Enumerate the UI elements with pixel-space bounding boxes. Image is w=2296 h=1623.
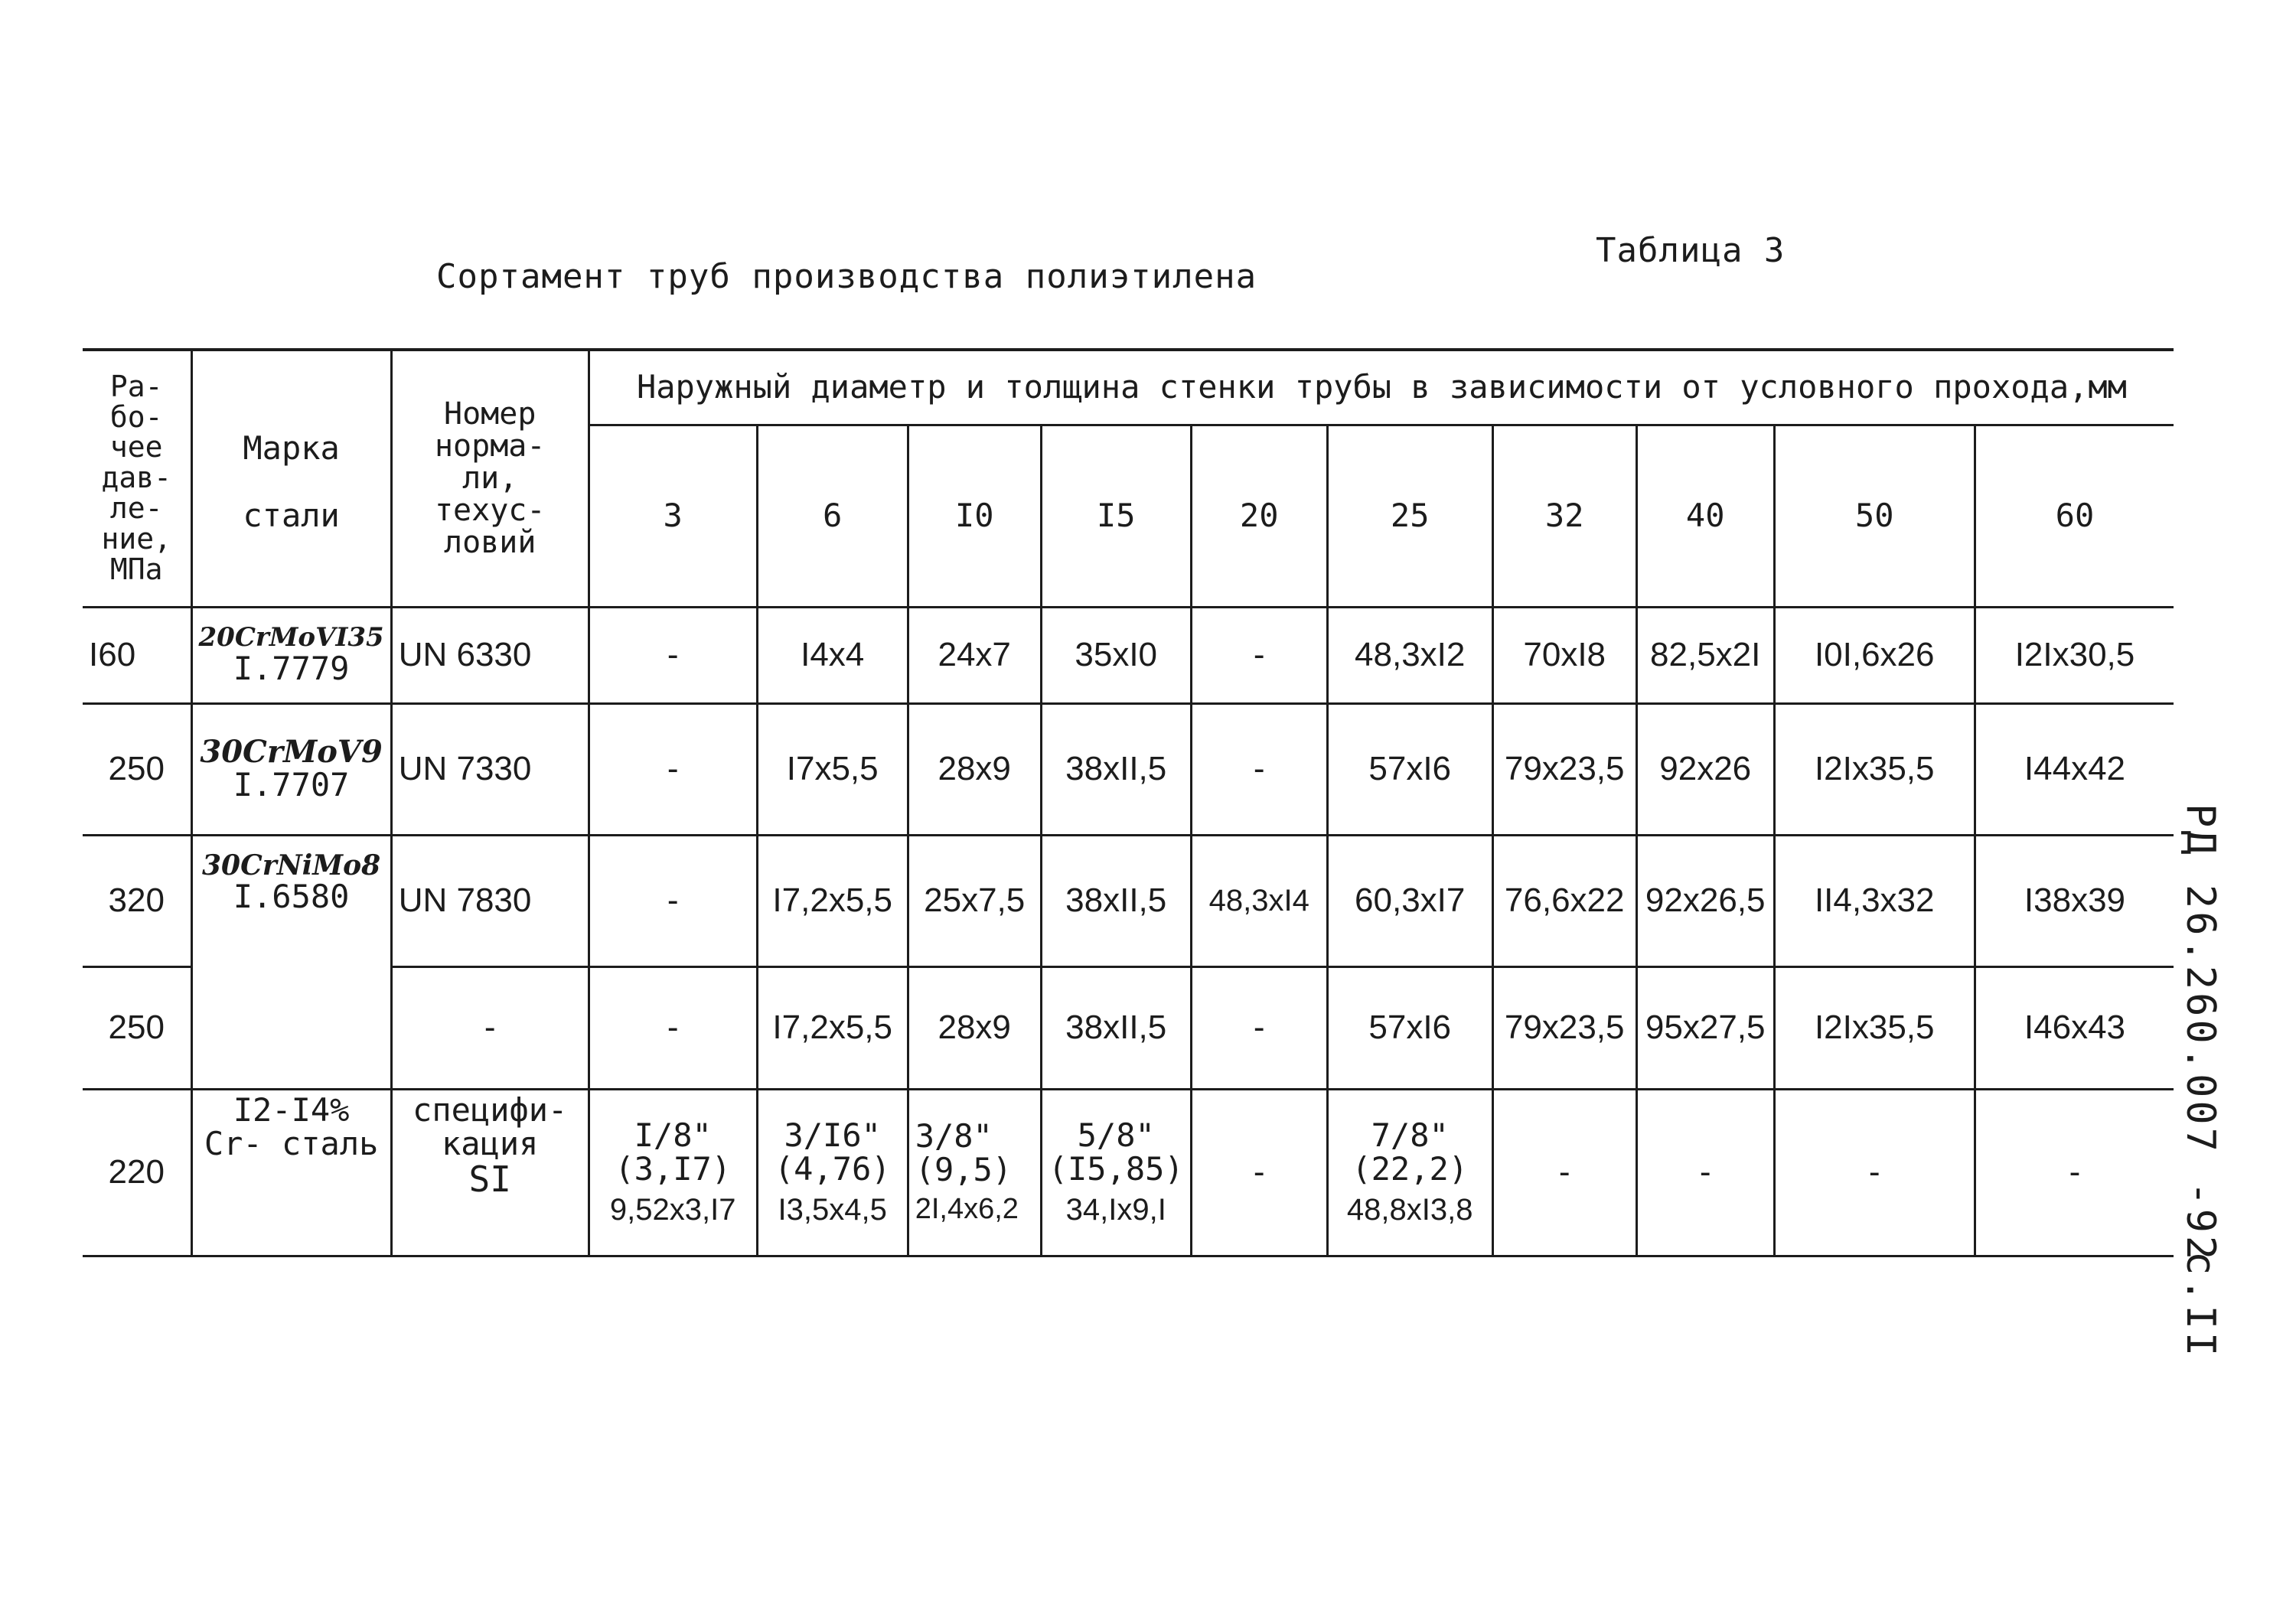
size-cell: 92x26 [1636, 703, 1774, 835]
conditional-pass-10: I0 [908, 425, 1041, 607]
size-cell: 28x9 [908, 703, 1041, 835]
size-cell: I2Ix35,5 [1774, 966, 1975, 1089]
page-number: с.II [2177, 1251, 2223, 1360]
conditional-pass-40: 40 [1636, 425, 1774, 607]
header-row-top [83, 350, 2174, 425]
conditional-pass-32: 32 [1492, 425, 1636, 607]
size-cell: 60,3xI7 [1327, 835, 1492, 966]
norm-cell [391, 1089, 589, 1256]
conditional-pass-6: 6 [757, 425, 908, 607]
size-cell: I4x4 [757, 607, 908, 703]
size-cell: 48,3xI4 [1191, 835, 1327, 966]
size-cell: I2Ix30,5 [1975, 607, 2174, 703]
inch-value: 5/8" [1077, 1116, 1155, 1154]
pressure-cell: 250 [83, 703, 191, 835]
table-row [83, 607, 2174, 703]
mm-value: (3,I7) [615, 1150, 732, 1188]
pressure-cell: 320 [83, 835, 191, 966]
header-pressure: Ра- бо- чее дав- ле- ние, МПа [83, 350, 191, 607]
steel-cell [191, 607, 391, 703]
mm-value: (9,5) [915, 1151, 1013, 1189]
mm-value: (4,76) [774, 1150, 891, 1188]
size-cell: I38x39 [1975, 835, 2174, 966]
size-cell: 79x23,5 [1492, 703, 1636, 835]
steel-number: I.7779 [233, 649, 350, 687]
size-value: 9,52x3,I7 [609, 1193, 736, 1227]
inch-size-cell [589, 1089, 757, 1256]
conditional-pass-20: 20 [1191, 425, 1327, 607]
size-cell: 35xI0 [1041, 607, 1191, 703]
size-cell: I0I,6x26 [1774, 607, 1975, 703]
conditional-pass-15: I5 [1041, 425, 1191, 607]
table-row [83, 966, 2174, 1089]
size-cell: II4,3x32 [1774, 835, 1975, 966]
size-cell: - [1975, 1089, 2174, 1256]
inch-size-cell [757, 1089, 908, 1256]
size-cell: 48,3xI2 [1327, 607, 1492, 703]
steel-mark: 20CrMoVI35 [198, 622, 384, 653]
steel-cell [191, 703, 391, 835]
size-cell: 70xI8 [1492, 607, 1636, 703]
size-cell: - [589, 703, 757, 835]
steel-number: I.6580 [233, 878, 350, 916]
size-cell: - [1191, 607, 1327, 703]
norm-cell: - [391, 966, 589, 1089]
inch-size-cell [908, 1089, 1041, 1256]
steel-cell [191, 1089, 391, 1256]
conditional-pass-25: 25 [1327, 425, 1492, 607]
mm-value: (22,2) [1352, 1150, 1469, 1188]
size-cell: - [1774, 1089, 1975, 1256]
size-cell: I46x43 [1975, 966, 2174, 1089]
size-cell: 79x23,5 [1492, 966, 1636, 1089]
mm-value: (I5,85) [1048, 1150, 1184, 1188]
norm-cell: UN 7830 [391, 835, 589, 966]
conditional-pass-50: 50 [1774, 425, 1975, 607]
inch-value: 7/8" [1371, 1116, 1449, 1154]
size-cell: - [1492, 1089, 1636, 1256]
size-cell: - [1191, 1089, 1327, 1256]
size-cell: 38xII,5 [1041, 966, 1191, 1089]
inch-size-cell [1327, 1089, 1492, 1256]
pressure-cell: I60 [83, 607, 191, 703]
size-cell: 25x7,5 [908, 835, 1041, 966]
size-cell: I2Ix35,5 [1774, 703, 1975, 835]
size-value: I3,5x4,5 [778, 1193, 887, 1227]
size-cell: 82,5x2I [1636, 607, 1774, 703]
steel-cell [191, 835, 391, 1089]
steel-mark-line: Cr- сталь [204, 1124, 379, 1162]
norm-cell: UN 6330 [391, 607, 589, 703]
table-number-label: Таблица 3 [1596, 231, 1786, 270]
conditional-pass-3: 3 [589, 425, 757, 607]
header-diameter-group: Наружный диаметр и толщина стенки трубы в зависимости от условного прохода,мм [589, 350, 2174, 425]
pressure-cell: 250 [83, 966, 191, 1089]
header-steel-mark: Марка стали [191, 350, 391, 607]
steel-number: I.7707 [233, 765, 350, 803]
inch-value: 3/8" [915, 1116, 993, 1155]
norm-line: кация [441, 1124, 539, 1162]
norm-cell: UN 7330 [391, 703, 589, 835]
size-cell: - [589, 966, 757, 1089]
inch-size-cell [1041, 1089, 1191, 1256]
norm-line: специфи- [413, 1090, 568, 1129]
size-value: 34,Ix9,I [1065, 1193, 1166, 1227]
table-title: Сортамент труб производства полиэтилена [436, 257, 1257, 296]
size-cell: I7,2x5,5 [757, 835, 908, 966]
table-row [83, 703, 2174, 835]
size-cell: - [1636, 1089, 1774, 1256]
inch-value: 3/I6" [784, 1116, 881, 1154]
header-norm-number: Номер норма- ли, техус- ловий [391, 350, 589, 607]
steel-mark: 30CrNiMo8 [201, 849, 381, 882]
size-cell: 38xII,5 [1041, 835, 1191, 966]
size-cell: 95x27,5 [1636, 966, 1774, 1089]
size-cell: - [1191, 966, 1327, 1089]
steel-mark-line: I2-I4% [233, 1090, 350, 1129]
size-cell: I7x5,5 [757, 703, 908, 835]
size-cell: 57xI6 [1327, 966, 1492, 1089]
steel-mark: 30CrMoV9 [200, 733, 383, 770]
size-cell: - [589, 835, 757, 966]
size-value: 48,8xI3,8 [1346, 1193, 1473, 1227]
inch-value: I/8" [634, 1116, 712, 1154]
size-cell: I7,2x5,5 [757, 966, 908, 1089]
size-cell: 24x7 [908, 607, 1041, 703]
size-cell: 76,6x22 [1492, 835, 1636, 966]
norm-line: SI [468, 1158, 511, 1200]
size-cell: - [1191, 703, 1327, 835]
pipe-assortment-table [83, 348, 2174, 1257]
size-cell: 28x9 [908, 966, 1041, 1089]
table-row [83, 1089, 2174, 1256]
size-cell: 57xI6 [1327, 703, 1492, 835]
document-code: РД 26.260.007 -92 [2177, 803, 2223, 1263]
pressure-cell: 220 [83, 1089, 191, 1256]
size-cell: 92x26,5 [1636, 835, 1774, 966]
table-row [83, 835, 2174, 966]
size-cell: 38xII,5 [1041, 703, 1191, 835]
conditional-pass-60: 60 [1975, 425, 2174, 607]
size-cell: - [589, 607, 757, 703]
size-cell: I44x42 [1975, 703, 2174, 835]
size-value: 2I,4x6,2 [915, 1193, 1019, 1226]
